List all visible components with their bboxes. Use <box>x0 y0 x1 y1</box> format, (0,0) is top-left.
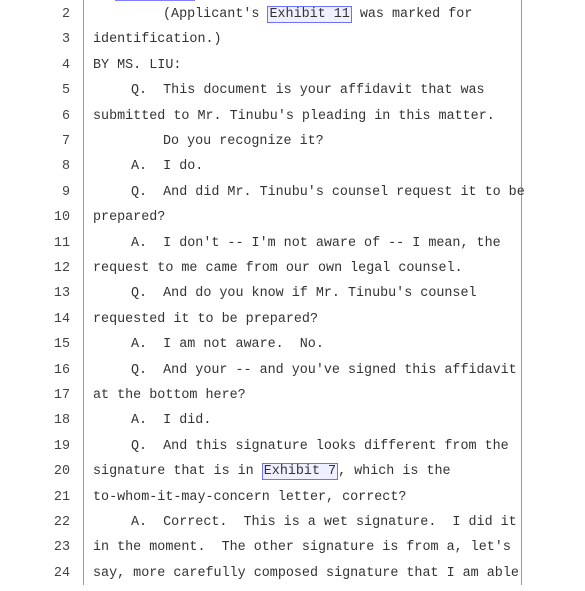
line-text <box>131 363 517 378</box>
line-text-segment: (Applicant's <box>163 7 268 22</box>
line-text-segment: BY MS. LIU: <box>93 57 182 73</box>
line-number: 21 <box>53 489 70 505</box>
line-text-segment: to-whom-it-may-concern letter, correct? <box>93 489 407 505</box>
line-text-segment: Q. And this signature looks different from the <box>131 438 509 454</box>
transcript-line <box>0 566 585 591</box>
line-text-segment: prepared? <box>93 210 166 226</box>
line-number: 12 <box>53 261 70 276</box>
transcript-line <box>0 363 585 388</box>
line-number: 15 <box>53 337 70 353</box>
line-text <box>93 490 406 505</box>
line-text-segment: A. I am not aware. No. <box>131 337 324 353</box>
line-number: 18 <box>53 413 70 429</box>
transcript-line <box>0 261 585 286</box>
line-number: 23 <box>53 540 70 556</box>
transcript-line <box>0 83 585 108</box>
line-text-segment: , which is the <box>338 464 451 480</box>
line-number: 19 <box>53 438 70 454</box>
transcript-line <box>0 236 585 261</box>
line-number: 9 <box>61 184 70 200</box>
line-number: 20 <box>53 464 70 480</box>
transcript-line <box>0 159 585 184</box>
line-text-segment: at the bottom here? <box>93 388 246 403</box>
line-text-segment: Q. And your -- and you've signed this affidavit <box>131 362 517 378</box>
line-text <box>131 185 525 200</box>
line-text <box>131 159 203 174</box>
line-text-segment: Q. And did Mr. Tinubu's counsel request it to be <box>131 184 525 200</box>
line-text <box>93 464 451 479</box>
transcript-line <box>0 540 585 565</box>
transcript-line <box>0 388 585 413</box>
line-text <box>131 286 477 301</box>
transcript-line <box>0 7 585 32</box>
transcript-line <box>0 58 585 83</box>
transcript-line <box>0 490 585 515</box>
line-text-segment: say, more carefully composed signature that I am able <box>93 565 519 581</box>
line-number: 24 <box>53 565 70 581</box>
line-text <box>93 312 318 327</box>
transcript-line <box>0 464 585 489</box>
line-number: 13 <box>53 286 70 302</box>
line-text-segment: A. Correct. This is a wet signature. I did it <box>131 515 517 530</box>
line-text <box>93 566 519 581</box>
transcript-line <box>0 210 585 235</box>
line-text-segment: Q. And do you know if Mr. Tinubu's counsel <box>131 286 477 302</box>
line-number: 22 <box>53 515 70 530</box>
exhibit-link[interactable]: Exhibit 11 <box>269 7 350 22</box>
line-text <box>93 58 181 73</box>
transcript-line <box>0 32 585 57</box>
line-text <box>93 109 495 124</box>
line-text-segment: requested it to be prepared? <box>93 311 318 327</box>
exhibit-link[interactable]: Exhibit 7 <box>263 464 337 480</box>
line-text <box>131 337 324 352</box>
line-text <box>163 134 324 149</box>
line-text <box>131 236 501 251</box>
line-text-segment: signature that is in <box>93 464 262 480</box>
line-text-segment: A. I did. <box>131 413 212 429</box>
transcript-line <box>0 337 585 362</box>
line-number: 11 <box>53 235 70 251</box>
line-text <box>93 388 246 403</box>
line-text-segment: was marked for <box>351 7 473 22</box>
transcript-line <box>0 185 585 210</box>
line-number: 14 <box>53 311 70 327</box>
line-text <box>131 413 211 428</box>
line-number: 3 <box>61 32 70 48</box>
line-text <box>93 261 463 276</box>
line-number: 6 <box>61 108 70 124</box>
line-text-segment: identification.) <box>93 32 222 48</box>
line-number: 10 <box>53 210 70 226</box>
line-text-segment: submitted to Mr. Tinubu's pleading in this matter. <box>93 108 495 124</box>
line-text <box>131 83 485 98</box>
transcript-line <box>0 515 585 540</box>
line-text <box>93 32 222 47</box>
line-text <box>131 439 509 454</box>
line-number: 2 <box>61 7 70 22</box>
line-number: 17 <box>53 388 70 403</box>
transcript-line <box>0 286 585 311</box>
line-number: 8 <box>61 159 70 175</box>
line-text <box>163 7 472 22</box>
transcript-line <box>0 413 585 438</box>
transcript-line <box>0 134 585 159</box>
exhibit-link-partial[interactable] <box>115 0 195 1</box>
line-text <box>131 515 517 530</box>
line-text <box>93 540 511 555</box>
transcript-line <box>0 439 585 464</box>
line-number: 7 <box>61 134 70 149</box>
line-number: 16 <box>53 362 70 378</box>
line-text-segment: request to me came from our own legal counsel. <box>93 261 463 276</box>
line-text-segment: Q. This document is your affidavit that was <box>131 83 485 99</box>
line-number: 4 <box>61 57 70 73</box>
transcript-line <box>0 312 585 337</box>
line-text-segment: Do you recognize it? <box>163 134 324 149</box>
line-text-segment: A. I don't -- I'm not aware of -- I mean, the <box>131 235 501 251</box>
line-text <box>93 210 165 225</box>
transcript-line <box>0 109 585 134</box>
line-text-segment: A. I do. <box>131 159 204 175</box>
line-text-segment: in the moment. The other signature is from a, let's <box>93 540 511 556</box>
line-number: 5 <box>61 83 70 99</box>
